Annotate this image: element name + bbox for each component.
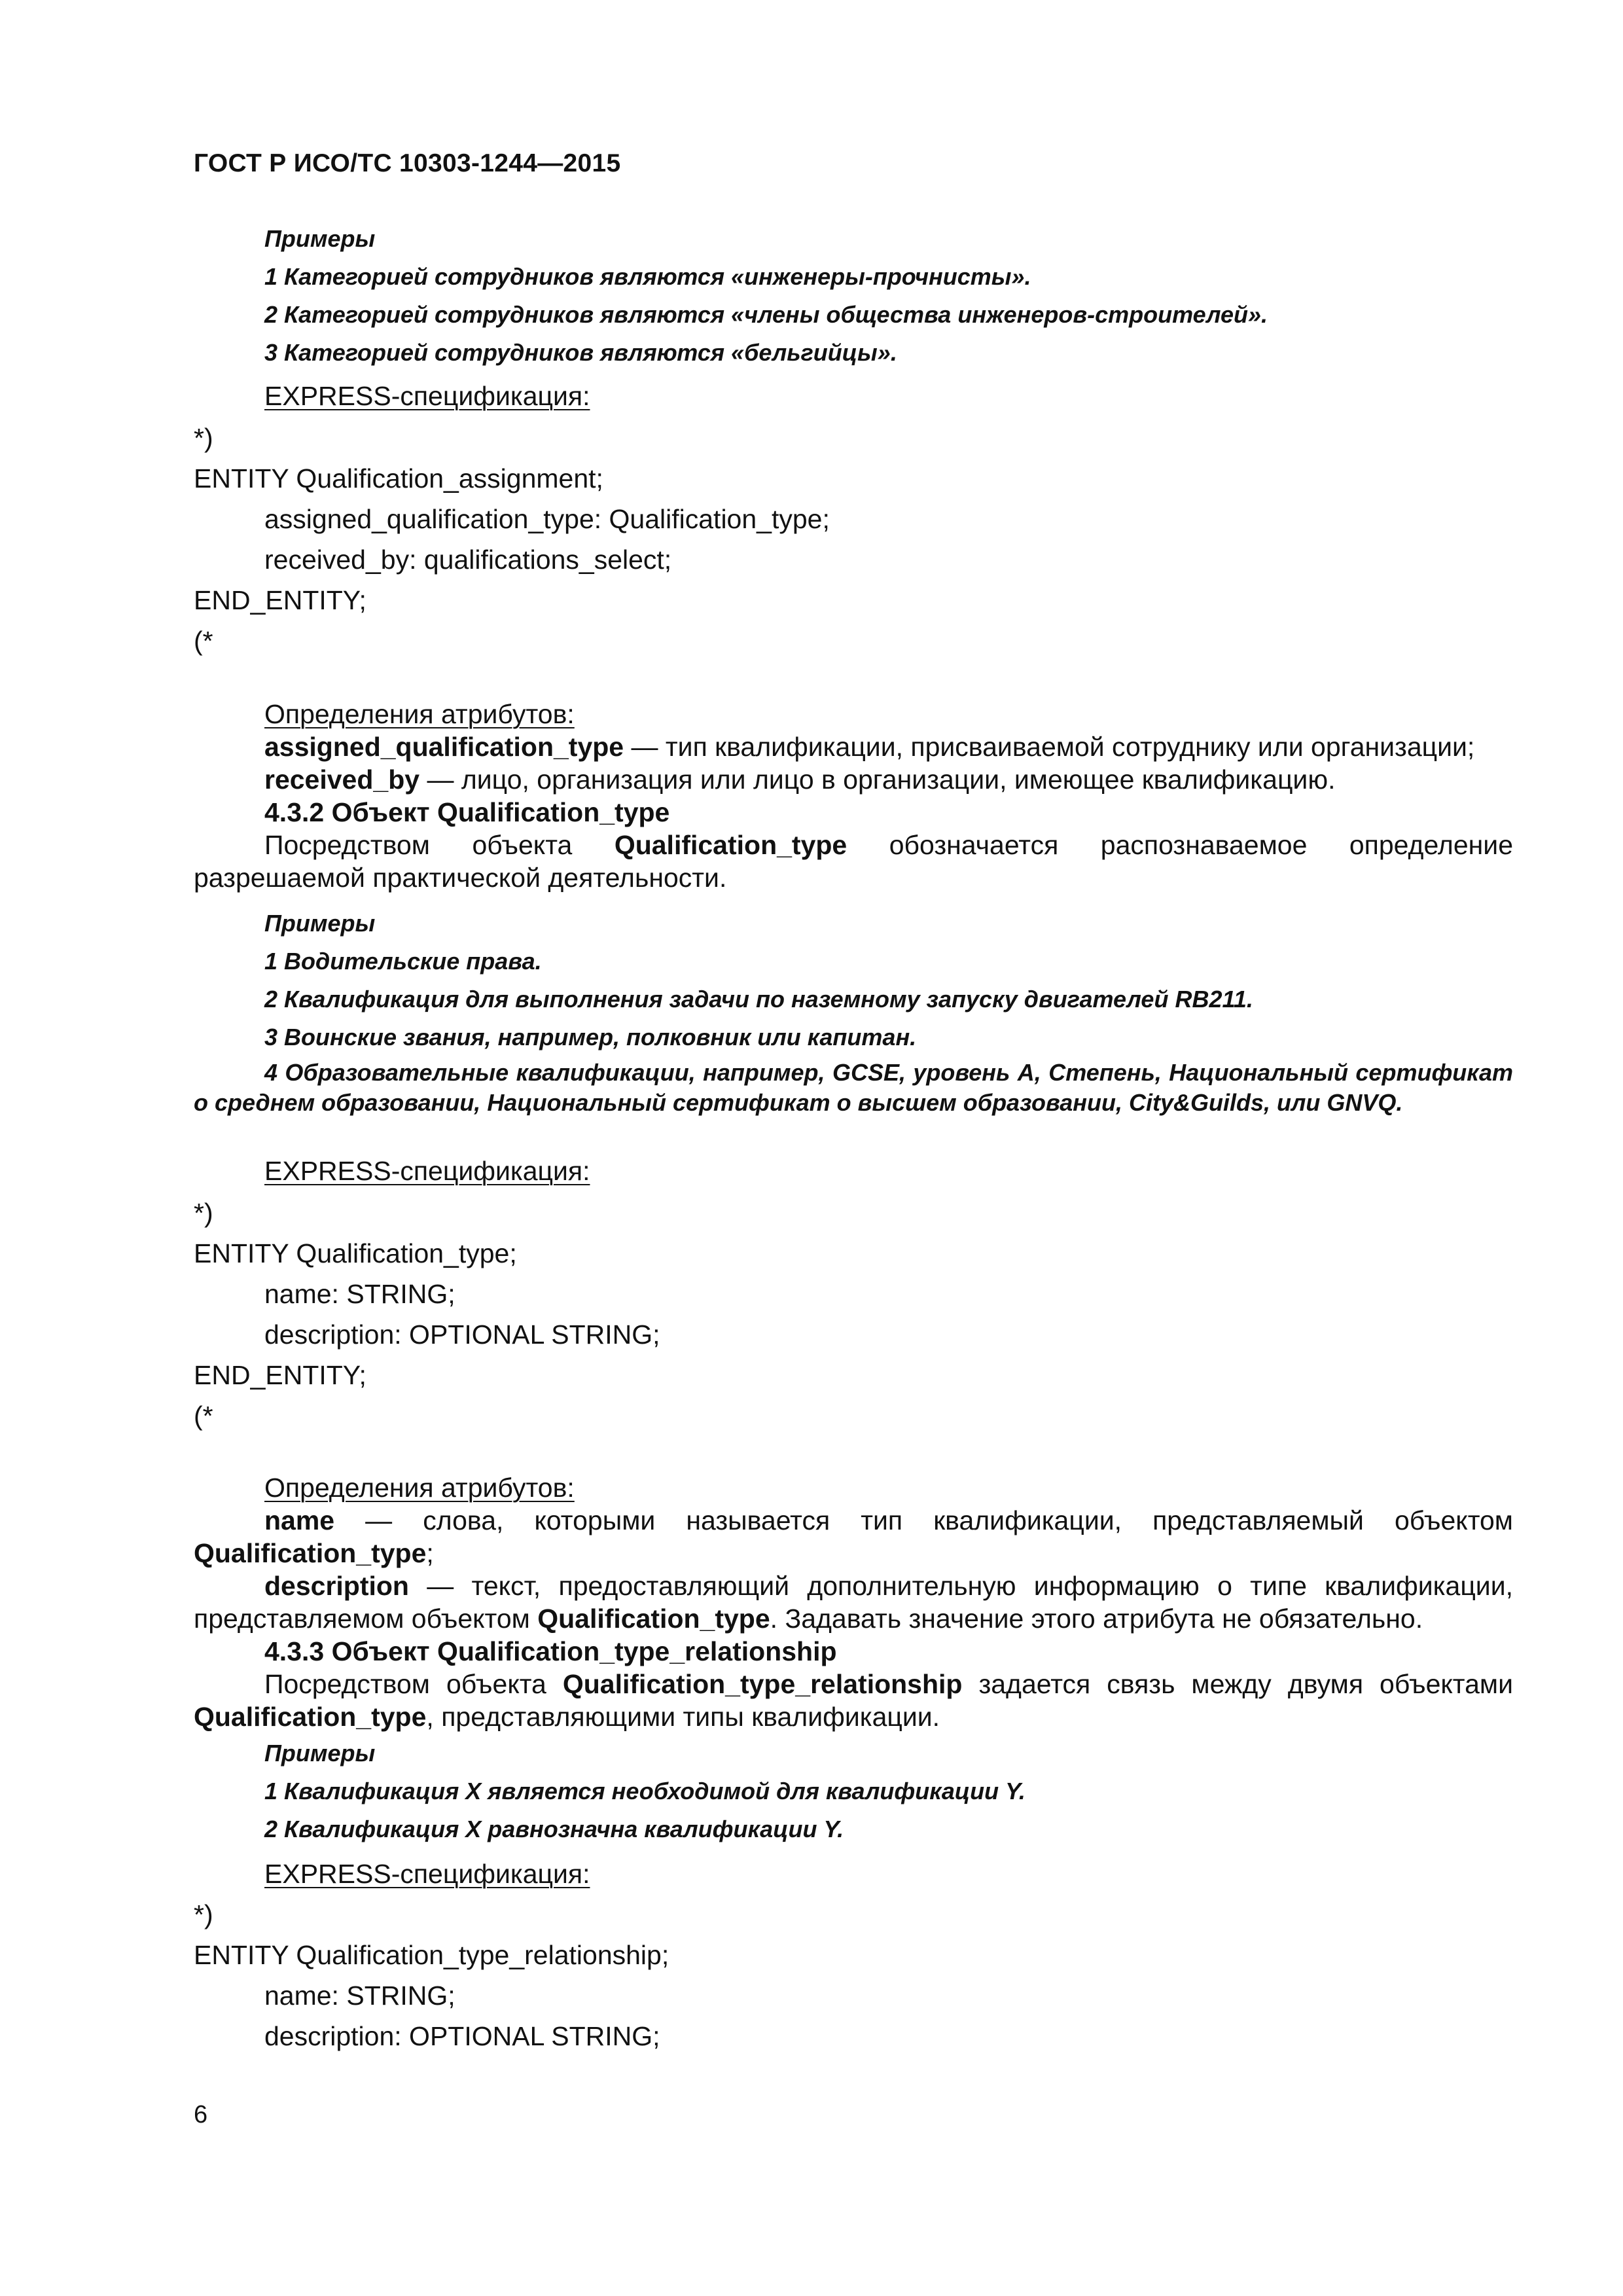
- document-page: [194, 0, 1513, 2296]
- attribute-definition: description — текст, предоставляющий дополнительную информацию о типе квалификации, представляемом объектом Qualification_type. Задавать значение этого атрибута не обязательно.: [194, 1571, 1513, 1634]
- section-intro-paragraph: Посредством объекта Qualification_type обозначается распознаваемое определение разрешаемой практической деятельности.: [194, 830, 1513, 893]
- example-item: 3 Воинские звания, например, полковник или капитан.: [264, 1024, 917, 1050]
- entity-attribute: description: OPTIONAL STRING;: [264, 2021, 660, 2051]
- express-close-comment: (*: [194, 1401, 213, 1431]
- attribute-term: received_by: [264, 764, 420, 795]
- example-item: 3 Категорией сотрудников являются «бельгийцы».: [264, 339, 897, 366]
- examples-title: Примеры: [264, 225, 376, 252]
- entity-attribute: assigned_qualification_type: Qualification_type;: [264, 504, 830, 534]
- entity-end: END_ENTITY;: [194, 1360, 366, 1390]
- attribute-definitions-label: Определения атрибутов:: [264, 699, 575, 729]
- example-item: 1 Квалификация X является необходимой для квалификации Y.: [264, 1778, 1026, 1804]
- attribute-definition: [264, 763, 1335, 796]
- express-open-comment: *): [194, 1899, 213, 1929]
- express-spec-label: EXPRESS-спецификация:: [264, 1859, 590, 1889]
- express-close-comment: (*: [194, 626, 213, 656]
- example-item: 1 Категорией сотрудников являются «инженеры-прочнисты».: [264, 263, 1031, 290]
- entity-attribute: description: OPTIONAL STRING;: [264, 1319, 660, 1350]
- examples-title: Примеры: [264, 910, 376, 937]
- entity-declaration: ENTITY Qualification_assignment;: [194, 463, 603, 493]
- express-spec-label: EXPRESS-спецификация:: [264, 1156, 590, 1186]
- entity-declaration: ENTITY Qualification_type_relationship;: [194, 1940, 669, 1970]
- section-heading: 4.3.3 Объект Qualification_type_relationship: [264, 1636, 837, 1666]
- attribute-definitions-label: Определения атрибутов:: [264, 1473, 575, 1503]
- entity-end: END_ENTITY;: [194, 585, 366, 615]
- section-heading: 4.3.2 Объект Qualification_type: [264, 797, 670, 827]
- attribute-term: assigned_qualification_type: [264, 732, 624, 762]
- document-header: ГОСТ Р ИСО/ТС 10303-1244—2015: [194, 149, 621, 177]
- attribute-description: — лицо, организация или лицо в организации, имеющее квалификацию.: [419, 764, 1336, 795]
- example-item: 2 Категорией сотрудников являются «члены общества инженеров-строителей».: [264, 301, 1268, 328]
- page-number: 6: [194, 2101, 208, 2128]
- express-spec-label: EXPRESS-спецификация:: [264, 381, 590, 411]
- express-open-comment: *): [194, 423, 213, 453]
- entity-attribute: name: STRING;: [264, 1981, 455, 2011]
- example-item: 2 Квалификация X равнозначна квалификации Y.: [264, 1816, 844, 1842]
- example-item: 2 Квалификация для выполнения задачи по наземному запуску двигателей RB211.: [264, 986, 1253, 1013]
- entity-attribute: name: STRING;: [264, 1279, 455, 1309]
- express-open-comment: *): [194, 1198, 213, 1228]
- example-item: 4 Образовательные квалификации, например, GCSE, уровень А, Степень, Национальный сертификат о среднем образовании, Национальный сертификат о высшем образовании, City&Guilds, или GNVQ.: [194, 1059, 1513, 1116]
- examples-title: Примеры: [264, 1740, 376, 1767]
- attribute-definition: name — слова, которыми называется тип квалификации, представляемый объектом Qualification_type;: [194, 1505, 1513, 1568]
- attribute-description: — тип квалификации, присваиваемой сотруднику или организации;: [624, 732, 1475, 762]
- entity-attribute: received_by: qualifications_select;: [264, 545, 672, 575]
- section-intro-paragraph: Посредством объекта Qualification_type_relationship задается связь между двумя объектами Qualification_type, представляющими типы квалификации.: [194, 1669, 1514, 1732]
- attribute-definition: [264, 730, 1474, 763]
- example-item: 1 Водительские права.: [264, 948, 542, 975]
- entity-declaration: ENTITY Qualification_type;: [194, 1238, 517, 1268]
